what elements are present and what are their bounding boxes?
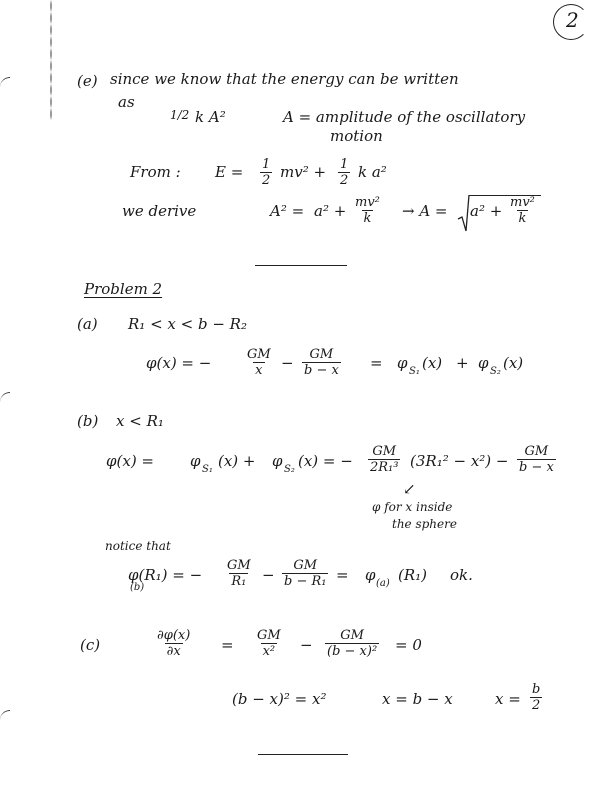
end-divider bbox=[258, 754, 348, 755]
note-arrow-icon: ↙ bbox=[403, 480, 416, 498]
GM-over-b-minus-R1 bbox=[282, 558, 328, 589]
b-paren-term: (3R₁² − x²) − bbox=[410, 452, 509, 470]
phi-R1-lhs: φ(R₁) = − bbox=[128, 566, 203, 584]
GM-over-b-minus-x-squared bbox=[325, 628, 379, 659]
from-label: From : bbox=[130, 163, 181, 181]
margin-dots bbox=[50, 0, 52, 120]
phi-a-subscript: (a) bbox=[376, 578, 390, 589]
b-s1-subscript: S₁ bbox=[202, 464, 213, 475]
b-ofx-equals: (x) = − bbox=[298, 452, 353, 470]
GM-over-2R1-cubed bbox=[368, 444, 400, 475]
fraction-denominator: (b − x)² bbox=[327, 644, 378, 659]
notice-label: notice that bbox=[105, 539, 171, 553]
margin-tick bbox=[0, 77, 10, 88]
fraction-numerator: GM bbox=[524, 444, 549, 459]
fraction-numerator: ∂φ(x) bbox=[157, 628, 191, 643]
fraction-denominator: 2 bbox=[262, 173, 271, 188]
half-fraction: 1/2 bbox=[170, 108, 190, 122]
fraction-denominator: b − R₁ bbox=[284, 574, 327, 589]
plus-sign: + bbox=[456, 354, 469, 372]
a2-plus: a² + bbox=[314, 202, 347, 220]
part-a-condition: R₁ < x < b − R₂ bbox=[128, 315, 247, 333]
c-step1: (b − x)² = x² bbox=[232, 690, 327, 708]
b-lhs: φ(x) = bbox=[106, 452, 155, 470]
b-phi-s2: φ bbox=[272, 452, 283, 470]
b-ofx-plus: (x) + bbox=[218, 452, 256, 470]
fraction-numerator: 1 bbox=[262, 157, 271, 172]
c-equals: = bbox=[221, 636, 234, 654]
fraction-denominator: R₁ bbox=[231, 574, 247, 589]
part-c-label: (c) bbox=[80, 636, 101, 654]
minus-sign-2: − bbox=[262, 566, 275, 584]
fraction-denominator: x² bbox=[262, 644, 276, 659]
problem-2-title: Problem 2 bbox=[84, 280, 163, 298]
energy-lhs: E = bbox=[215, 163, 244, 181]
part-b-condition: x < R₁ bbox=[116, 412, 164, 430]
phi-x-lhs: φ(x) = − bbox=[146, 354, 212, 372]
sqrt-fraction bbox=[508, 195, 537, 226]
sqrt-inner: a² + bbox=[470, 202, 503, 220]
fraction-numerator: mv² bbox=[510, 195, 535, 210]
we-derive-label: we derive bbox=[122, 202, 197, 220]
GM-over-R1 bbox=[225, 558, 253, 589]
part-e-label: (e) bbox=[77, 72, 98, 90]
fraction-denominator: ∂x bbox=[166, 644, 181, 659]
half-fraction-2 bbox=[338, 157, 350, 188]
fraction-denominator: k bbox=[518, 211, 527, 226]
fraction-numerator: GM bbox=[340, 628, 364, 643]
fraction-denominator: b − x bbox=[519, 460, 554, 475]
ok-remark: ok. bbox=[450, 566, 473, 584]
mv2-term: mv² + bbox=[280, 163, 327, 181]
A2-lhs: A² = bbox=[270, 202, 305, 220]
mv2-over-k bbox=[353, 195, 382, 226]
dphi-dx bbox=[155, 628, 192, 659]
fraction-numerator: 1 bbox=[340, 157, 349, 172]
part-e-line2: as bbox=[118, 93, 135, 111]
part-e-line1: since we know that the energy can be written bbox=[110, 70, 459, 88]
c-equals-zero: = 0 bbox=[395, 636, 422, 654]
fraction-denominator: b − x bbox=[304, 363, 339, 378]
fraction-denominator: 2R₁³ bbox=[370, 460, 399, 475]
b-phi-s1: φ bbox=[190, 452, 201, 470]
fraction-numerator: b bbox=[532, 682, 541, 697]
c-step2: x = b − x bbox=[382, 690, 453, 708]
page-number: 2 bbox=[566, 8, 579, 32]
amplitude-definition: A = amplitude of the oscillatory bbox=[283, 108, 526, 126]
margin-tick bbox=[0, 392, 10, 403]
fraction-numerator: GM bbox=[293, 558, 318, 573]
c-step3: x = bbox=[495, 690, 521, 708]
section-divider bbox=[255, 265, 347, 266]
GM-over-x bbox=[245, 347, 273, 378]
b-over-2 bbox=[530, 682, 542, 713]
of-x: (x) bbox=[422, 354, 443, 372]
fraction-denominator: 2 bbox=[532, 698, 541, 713]
phi-s1: φ bbox=[397, 354, 408, 372]
fraction-numerator: GM bbox=[247, 347, 271, 362]
b-s2-subscript: S₂ bbox=[284, 464, 295, 475]
equals-sign-2: = bbox=[336, 566, 349, 584]
kA2-term: k A² bbox=[195, 108, 226, 126]
fraction-numerator: GM bbox=[257, 628, 281, 643]
s1-subscript: S₁ bbox=[409, 366, 420, 377]
c-minus: − bbox=[300, 636, 313, 654]
ka2-term: k a² bbox=[358, 163, 387, 181]
note-line2: the sphere bbox=[392, 517, 457, 531]
phi-R1-sub-b: (b) bbox=[130, 582, 145, 593]
part-a-label: (a) bbox=[77, 315, 98, 333]
margin-tick bbox=[0, 710, 10, 721]
part-b-label: (b) bbox=[77, 412, 99, 430]
arrow-A: → A = bbox=[402, 202, 448, 220]
minus-sign: − bbox=[281, 354, 294, 372]
fraction-numerator: mv² bbox=[355, 195, 380, 210]
fraction-denominator: x bbox=[255, 363, 263, 378]
GM-over-b-minus-x-2 bbox=[517, 444, 556, 475]
s2-subscript: S₂ bbox=[490, 366, 501, 377]
fraction-denominator: k bbox=[363, 211, 372, 226]
GM-over-x2 bbox=[255, 628, 283, 659]
motion-word: motion bbox=[330, 127, 383, 145]
fraction-numerator: GM bbox=[309, 347, 334, 362]
fraction-numerator: GM bbox=[372, 444, 397, 459]
R1-argument: (R₁) bbox=[398, 566, 428, 584]
GM-over-b-minus-x bbox=[302, 347, 341, 378]
of-x: (x) bbox=[503, 354, 524, 372]
fraction-numerator: GM bbox=[227, 558, 251, 573]
equals-sign: = bbox=[370, 354, 383, 372]
phi-s2: φ bbox=[478, 354, 489, 372]
note-line1: φ for x inside bbox=[372, 500, 453, 514]
fraction-denominator: 2 bbox=[340, 173, 349, 188]
half-fraction-1 bbox=[260, 157, 272, 188]
phi-a: φ bbox=[365, 566, 376, 584]
